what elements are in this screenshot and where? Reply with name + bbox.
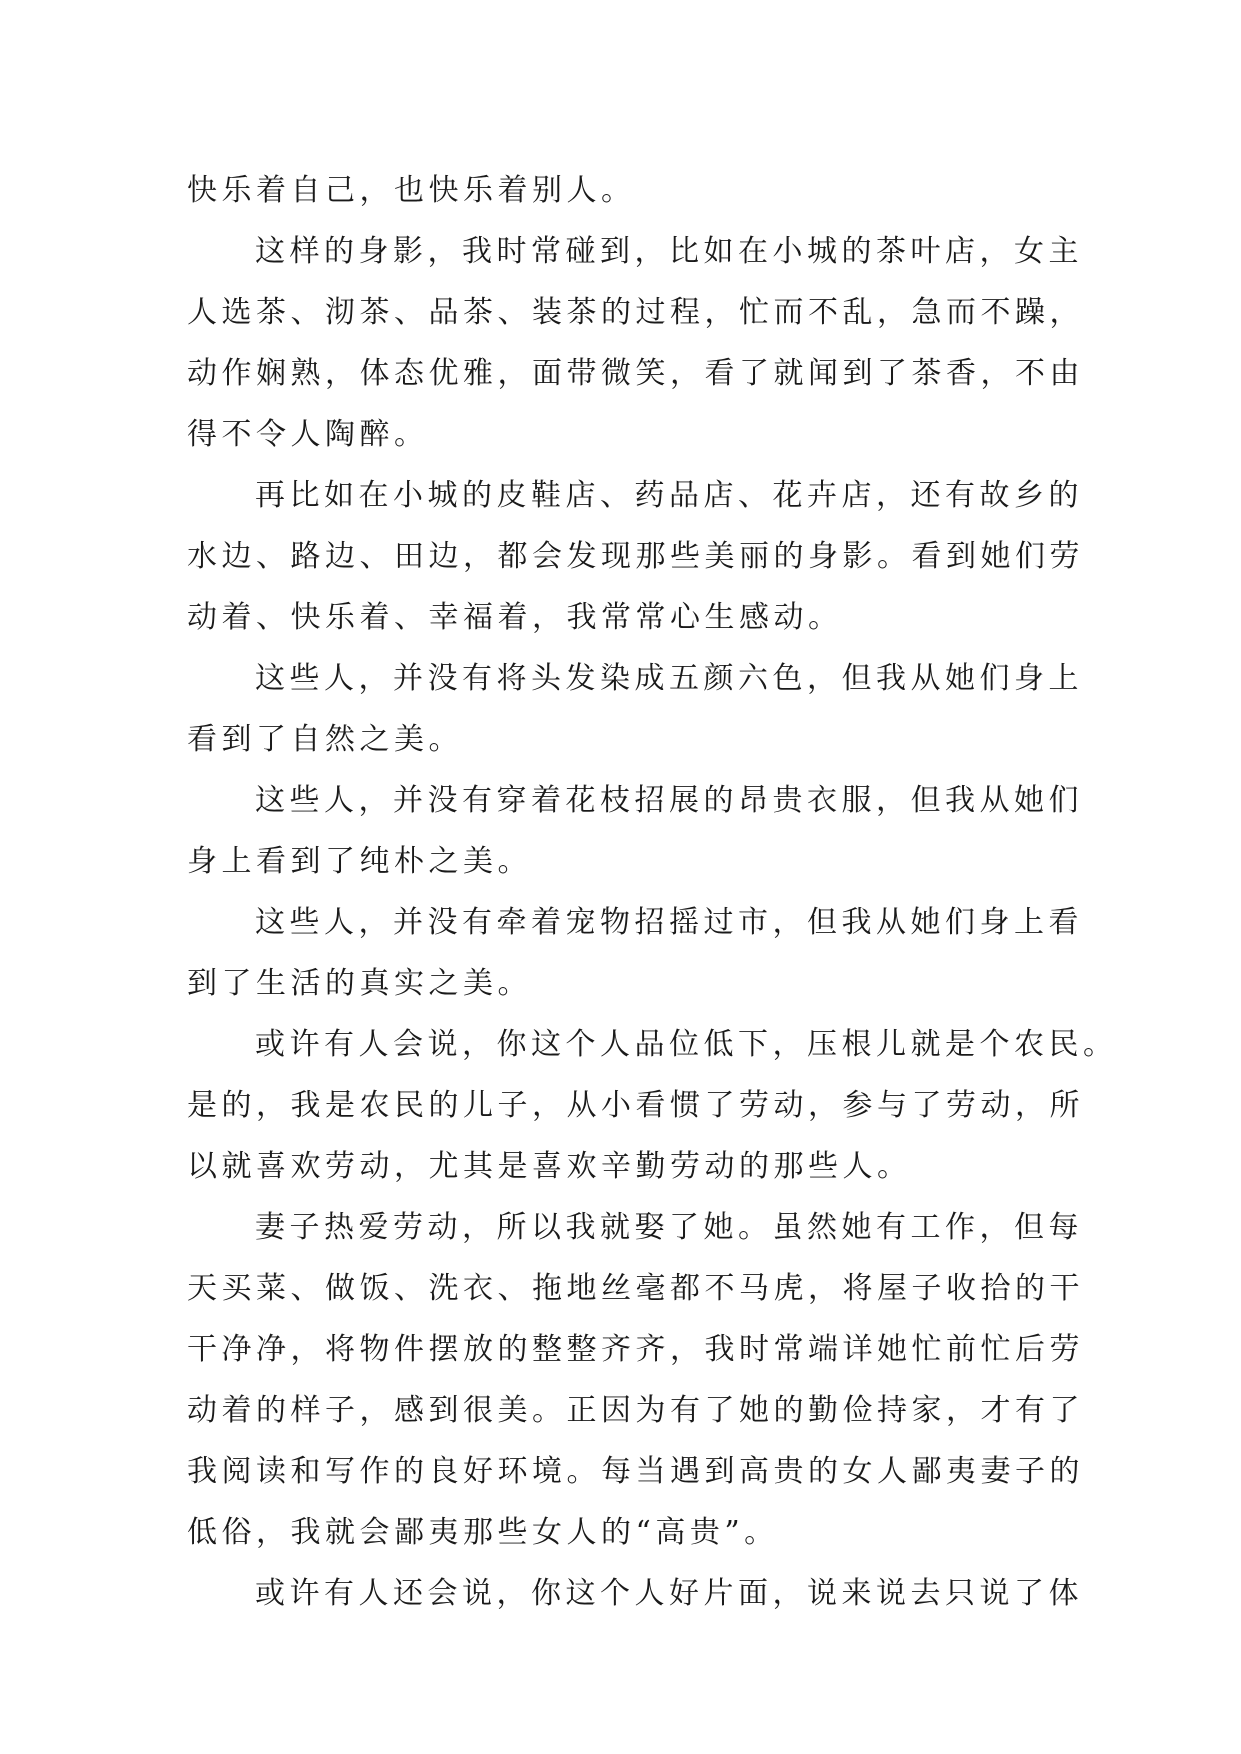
text-line: 动作娴熟，体态优雅，面带微笑，看了就闻到了茶香，不由: [187, 356, 1084, 391]
text-line: 这些人，并没有将头发染成五颜六色，但我从她们身上: [255, 661, 1083, 696]
text-line: 快乐着自己，也快乐着别人。: [187, 173, 636, 208]
text-line: 或许有人会说，你这个人品位低下，压根儿就是个农民。: [255, 1027, 1118, 1062]
text-line: 再比如在小城的皮鞋店、药品店、花卉店，还有故乡的: [255, 478, 1083, 513]
text-line: 这样的身影，我时常碰到，比如在小城的茶叶店，女主: [255, 234, 1083, 269]
body-text: [187, 160, 1118, 1624]
text-line: 我阅读和写作的良好环境。每当遇到高贵的女人鄙夷妻子的: [187, 1454, 1084, 1489]
text-line: 人选茶、沏茶、品茶、装茶的过程，忙而不乱，急而不躁，: [187, 295, 1084, 330]
text-line: 干净净，将物件摆放的整整齐齐，我时常端详她忙前忙后劳: [187, 1332, 1084, 1367]
text-line: 这些人，并没有穿着花枝招展的昂贵衣服，但我从她们: [255, 783, 1083, 818]
text-line: 动着、快乐着、幸福着，我常常心生感动。: [187, 600, 843, 635]
text-line: 天买菜、做饭、洗衣、拖地丝毫都不马虎，将屋子收拾的干: [187, 1271, 1084, 1306]
text-line: 看到了自然之美。: [187, 722, 463, 757]
text-line: 到了生活的真实之美。: [187, 966, 532, 1001]
text-line: 是的，我是农民的儿子，从小看惯了劳动，参与了劳动，所: [187, 1088, 1084, 1123]
text-line: 身上看到了纯朴之美。: [187, 844, 532, 879]
text-line: 这些人，并没有牵着宠物招摇过市，但我从她们身上看: [255, 905, 1083, 940]
text-line: 或许有人还会说，你这个人好片面，说来说去只说了体: [255, 1576, 1083, 1611]
text-line: 妻子热爱劳动，所以我就娶了她。虽然她有工作，但每: [255, 1210, 1083, 1245]
text-line: 得不令人陶醉。: [187, 417, 429, 452]
text-line: 动着的样子，感到很美。正因为有了她的勤俭持家，才有了: [187, 1393, 1084, 1428]
text-line: 以就喜欢劳动，尤其是喜欢辛勤劳动的那些人。: [187, 1149, 912, 1184]
text-line: 水边、路边、田边，都会发现那些美丽的身影。看到她们劳: [187, 539, 1084, 574]
text-line: 低俗，我就会鄙夷那些女人的“高贵”。: [187, 1515, 779, 1550]
